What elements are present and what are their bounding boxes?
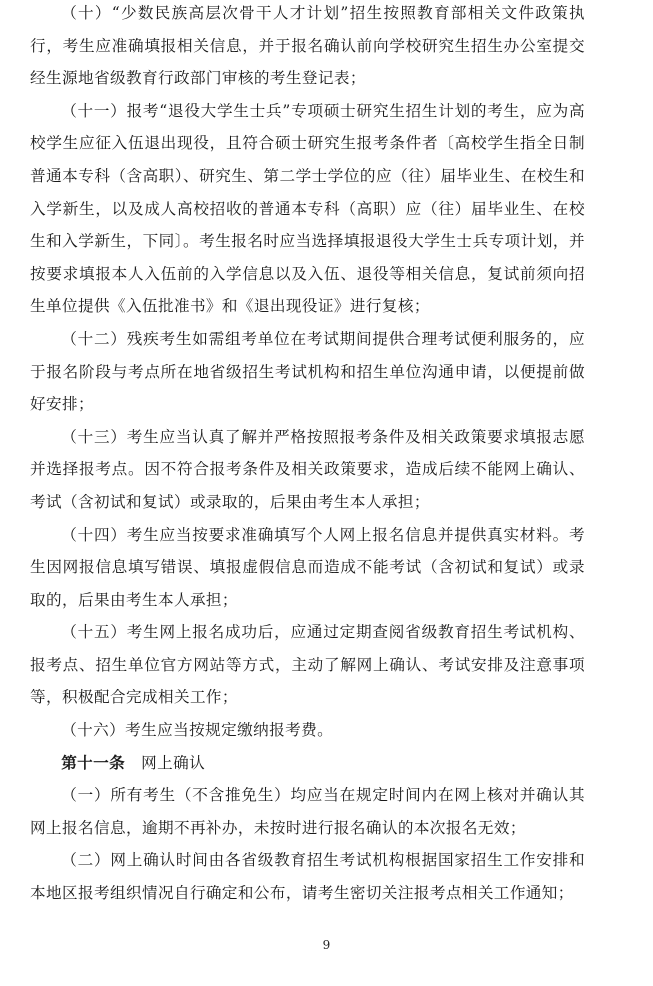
paragraph-item-14: （十四）考生应当按要求准确填写个人网上报名信息并提供真实材料。考生因网报信息填写错误、填报虚假信息而造成不能考试（含初试和复试）或录取的，后果由考生本人承担； <box>30 525 585 609</box>
article-title: 网上确认 <box>141 753 206 772</box>
paragraph-item-16: （十六）考生应当按规定缴纳报考费。 <box>61 721 334 740</box>
article-paragraph-2: （二）网上确认时间由各省级教育招生考试机构根据国家招生工作安排和本地区报考组织情况自行确定和公布，请考生密切关注报考点相关工作通知； <box>30 851 585 903</box>
paragraph-item-11: （十一）报考“退役大学生士兵”专项硕士研究生招生计划的考生，应为高校学生应征入伍退出现役，且符合硕士研究生报考条件者〔高校学生指全日制普通本专科（含高职）、研究生、第二学士学位的应（往）届毕业生、在校生和入学新生，以及成人高校招收的普通本专科（高职）应（往）届毕业生、在校生和入学新生，下同〕。考生报名时应当选择填报退役大学生士兵专项计划，并按要求填报本人入伍前的入学信息以及入伍、退役等相关信息，复试前须向招生单位提供《入伍批准书》和《退出现役证》进行复核； <box>30 101 585 316</box>
article-number: 第十一条 <box>61 752 126 772</box>
paragraph-item-10: （十）“少数民族高层次骨干人才计划”招生按照教育部相关文件政策执行，考生应准确填报相关信息，并于报名确认前向学校研究生招生办公室提交经生源地省级教育行政部门审核的考生登记表； <box>30 4 585 88</box>
page-number: 9 <box>322 938 331 952</box>
paragraph-item-12: （十二）残疾考生如需组考单位在考试期间提供合理考试便利服务的，应于报名阶段与考点所在地省级招生考试机构和招生单位沟通申请，以便提前做好安排； <box>30 329 585 414</box>
paragraph-item-15: （十五）考生网上报名成功后，应通过定期查阅省级教育招生考试机构、报考点、招生单位官方网站等方式，主动了解网上确认、考试安排及注意事项等，积极配合完成相关工作； <box>30 623 585 707</box>
paragraph-item-13: （十三）考生应当认真了解并严格按照报考条件及相关政策要求填报志愿并选择报考点。因不符合报考条件及相关政策要求，造成后续不能网上确认、考试（含初试和复试）或录取的，后果由考生本人承担； <box>30 427 585 511</box>
article-paragraph-1: （一）所有考生（不含推免生）均应当在规定时间内在网上核对并确认其网上报名信息，逾期不再补办，未按时进行报名确认的本次报名无效； <box>30 786 585 837</box>
article-heading <box>30 747 585 780</box>
document-page <box>30 0 585 910</box>
